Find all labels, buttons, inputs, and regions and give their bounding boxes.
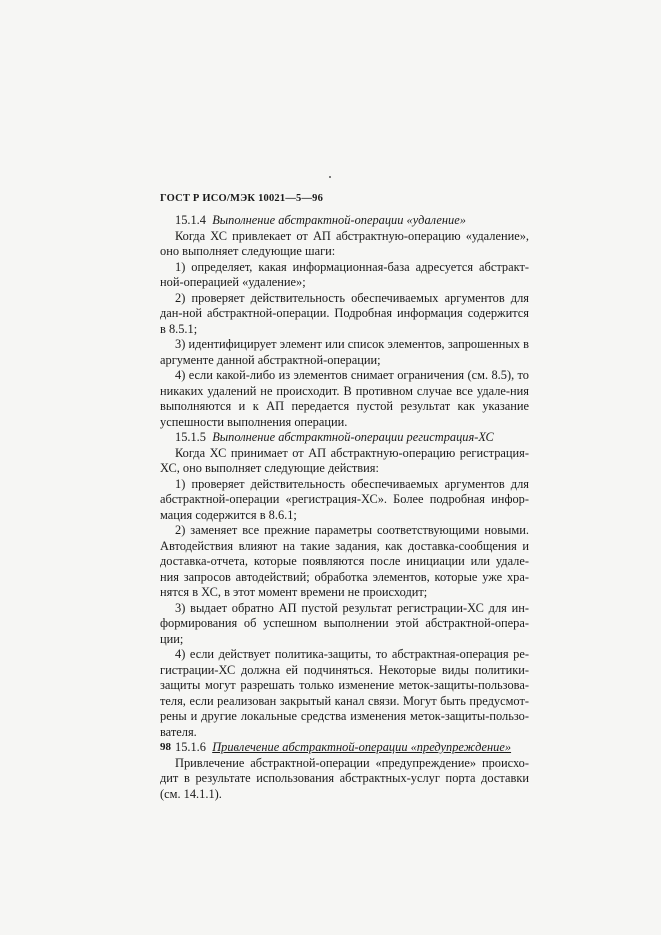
paragraph: Когда ХС привлекает от АП абстрактную-операцию «удаление», оно выполняет следующие шаги: bbox=[160, 228, 529, 258]
section-heading-15-1-4 bbox=[160, 213, 529, 229]
section-number: 15.1.6 bbox=[175, 740, 206, 754]
paragraph: Привлечение абстрактной-операции «предупреждение» происхо-дит в результате использования абстрактных-услуг порта доставки (см. 14.1.1). bbox=[160, 755, 529, 801]
document-body bbox=[160, 213, 529, 802]
scan-speck bbox=[329, 176, 331, 178]
section-number: 15.1.4 bbox=[175, 213, 206, 227]
paragraph: 2) проверяет действительность обеспечиваемых аргументов для дан-ной абстрактной-операции. Подробная информация содержится в 8.5.1; bbox=[160, 290, 529, 336]
section-heading-15-1-6 bbox=[160, 740, 529, 756]
section-title: Привлечение абстрактной-операции «предупреждение» bbox=[212, 740, 512, 754]
paragraph: 1) определяет, какая информационная-база адресуется абстракт-ной-операцией «удаление»; bbox=[160, 259, 529, 289]
paragraph: 3) выдает обратно АП пустой результат регистрации-ХС для ин-формирования об успешном выполнении этой абстрактной-опера-ции; bbox=[160, 600, 529, 646]
section-title: Выполнение абстрактной-операции регистрация-ХС bbox=[212, 430, 494, 444]
paragraph: Когда ХС принимает от АП абстрактную-операцию регистрация-ХС, оно выполняет следующие действия: bbox=[160, 445, 529, 475]
document-code-header: ГОСТ Р ИСО/МЭК 10021—5—96 bbox=[160, 193, 324, 204]
paragraph: 1) проверяет действительность обеспечиваемых аргументов для абстрактной-операции «регистрация-ХС». Более подробная инфор-мация содержится в 8.6.1; bbox=[160, 476, 529, 522]
paragraph: 2) заменяет все прежние параметры соответствующими новыми. Автодействия влияют на такие задания, как доставка-сообщения и доставка-отчета, которые появляются после инициации или удале-ния запросов автодействий; обработка элементов, которые уже хра-нятся в ХС, в этот момент времени не происходит; bbox=[160, 523, 529, 599]
paragraph: 4) если действует политика-защиты, то абстрактная-операция ре-гистрации-ХС должна ей подчиняться. Некоторые виды политики-защиты могут разрешать только изменение меток-защиты-пользова-теля, если реализован закрытый канал связи. Могут быть предусмот-рены и другие локальные средства изменения меток-защиты-пользо-вателя. bbox=[160, 647, 529, 739]
paragraph: 4) если какой-либо из элементов снимает ограничения (см. 8.5), то никаких удалений не происходит. В противном случае все удале-ния выполняются и к АП передается пустой результат как указание успешности выполнения операции. bbox=[160, 368, 529, 429]
section-title: Выполнение абстрактной-операции «удаление» bbox=[212, 213, 466, 227]
section-number: 15.1.5 bbox=[175, 430, 206, 444]
page-number: 98 bbox=[160, 741, 171, 753]
paragraph: 3) идентифицирует элемент или список элементов, запрошенных в аргументе данной абстрактной-операции; bbox=[160, 337, 529, 367]
section-heading-15-1-5 bbox=[160, 430, 529, 446]
